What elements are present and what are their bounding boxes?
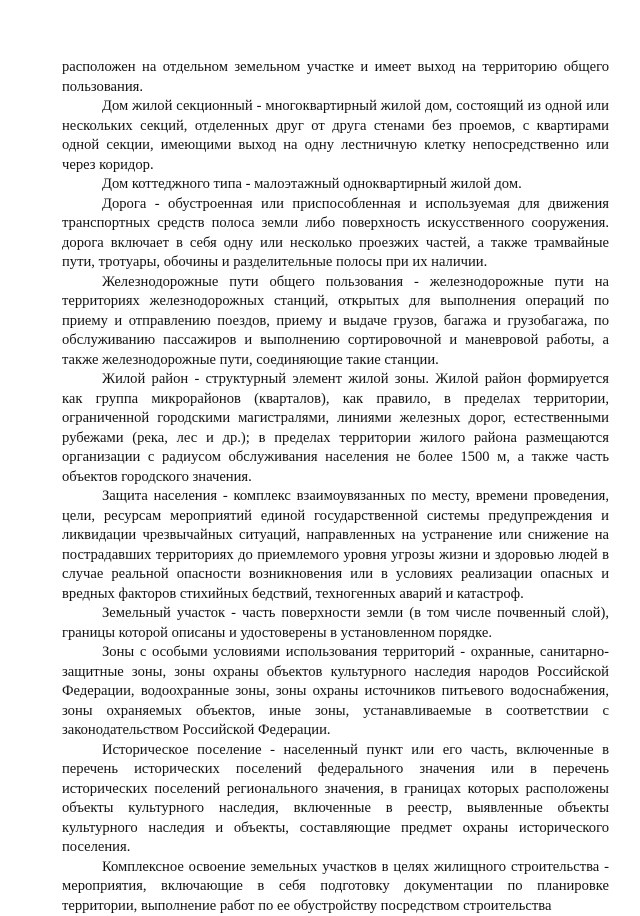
paragraph-kompleksnoe-osvoenie: Комплексное освоение земельных участков в целях жилищного строительства - мероприятия, включающие в себя подготовку документации по планировке территории, выполнение работ по ее обустройству посредством строительства <box>62 858 609 916</box>
paragraph-dom-kottedzhnogo-tipa: Дом коттеджного типа - малоэтажный одноквартирный жилой дом. <box>62 175 609 195</box>
paragraph-doroga: Дорога - обустроенная или приспособленная и используемая для движения транспортных средств полоса земли либо поверхность искусственного сооружения. дорога включает в себя одну или несколько проезжих частей, а также трамвайные пути, тротуары, обочины и разделительные полосы при их наличии. <box>62 195 609 273</box>
paragraph-dom-zhiloy-sektsionny: Дом жилой секционный - многоквартирный жилой дом, состоящий из одной или нескольких секций, отделенных друг от друга стенами без проемов, с квартирами одной секции, имеющими выход на одну лестничную клетку непосредственно или через коридор. <box>62 97 609 175</box>
paragraph-continuation: расположен на отдельном земельном участке и имеет выход на территорию общего пользования. <box>62 58 609 97</box>
paragraph-istoricheskoe-poselenie: Историческое поселение - населенный пункт или его часть, включенные в перечень исторических поселений федерального значения или в перечень исторических поселений регионального значения, в границах которых расположены объекты культурного наследия, включенные в реестр, выявленные объекты культурного наследия и объекты, составляющие предмет охраны исторического поселения. <box>62 741 609 858</box>
paragraph-zheleznodorozhnye-puti: Железнодорожные пути общего пользования - железнодорожные пути на территориях железнодорожных станций, открытых для выполнения операций по приему и отправлению поездов, приему и выдаче грузов, багажа и грузобагажа, по обслуживанию пассажиров и выполнению сортировочной и маневровой работы, а также железнодорожные пути, соединяющие такие станции. <box>62 273 609 371</box>
paragraph-zony-s-osobymi-usloviyami: Зоны с особыми условиями использования территорий - охранные, санитарно-защитные зоны, зоны охраны объектов культурного наследия народов Российской Федерации, водоохранные зоны, зоны охраны источников питьевого водоснабжения, зоны охраняемых объектов, иные зоны, устанавливаемые в соответствии с законодательством Российской Федерации. <box>62 643 609 741</box>
document-page <box>62 58 609 916</box>
paragraph-zhiloy-rayon: Жилой район - структурный элемент жилой зоны. Жилой район формируется как группа микрорайонов (кварталов), как правило, в пределах территории, ограниченной городскими магистралями, линиями железных дорог, естественными рубежами (река, лес и др.); в пределах территории жилого района размещаются организации с радиусом обслуживания населения не более 1500 м, а также часть объектов городского значения. <box>62 370 609 487</box>
paragraph-zemelny-uchastok: Земельный участок - часть поверхности земли (в том числе почвенный слой), границы которой описаны и удостоверены в установленном порядке. <box>62 604 609 643</box>
paragraph-zashchita-naseleniya: Защита населения - комплекс взаимоувязанных по месту, времени проведения, цели, ресурсам мероприятий единой государственной системы предупреждения и ликвидации чрезвычайных ситуаций, направленных на устранение или снижение на пострадавших территориях до приемлемого уровня угрозы жизни и здоровью людей в случае реальной опасности возникновения или в условиях реализации опасных и вредных факторов стихийных бедствий, техногенных аварий и катастроф. <box>62 487 609 604</box>
